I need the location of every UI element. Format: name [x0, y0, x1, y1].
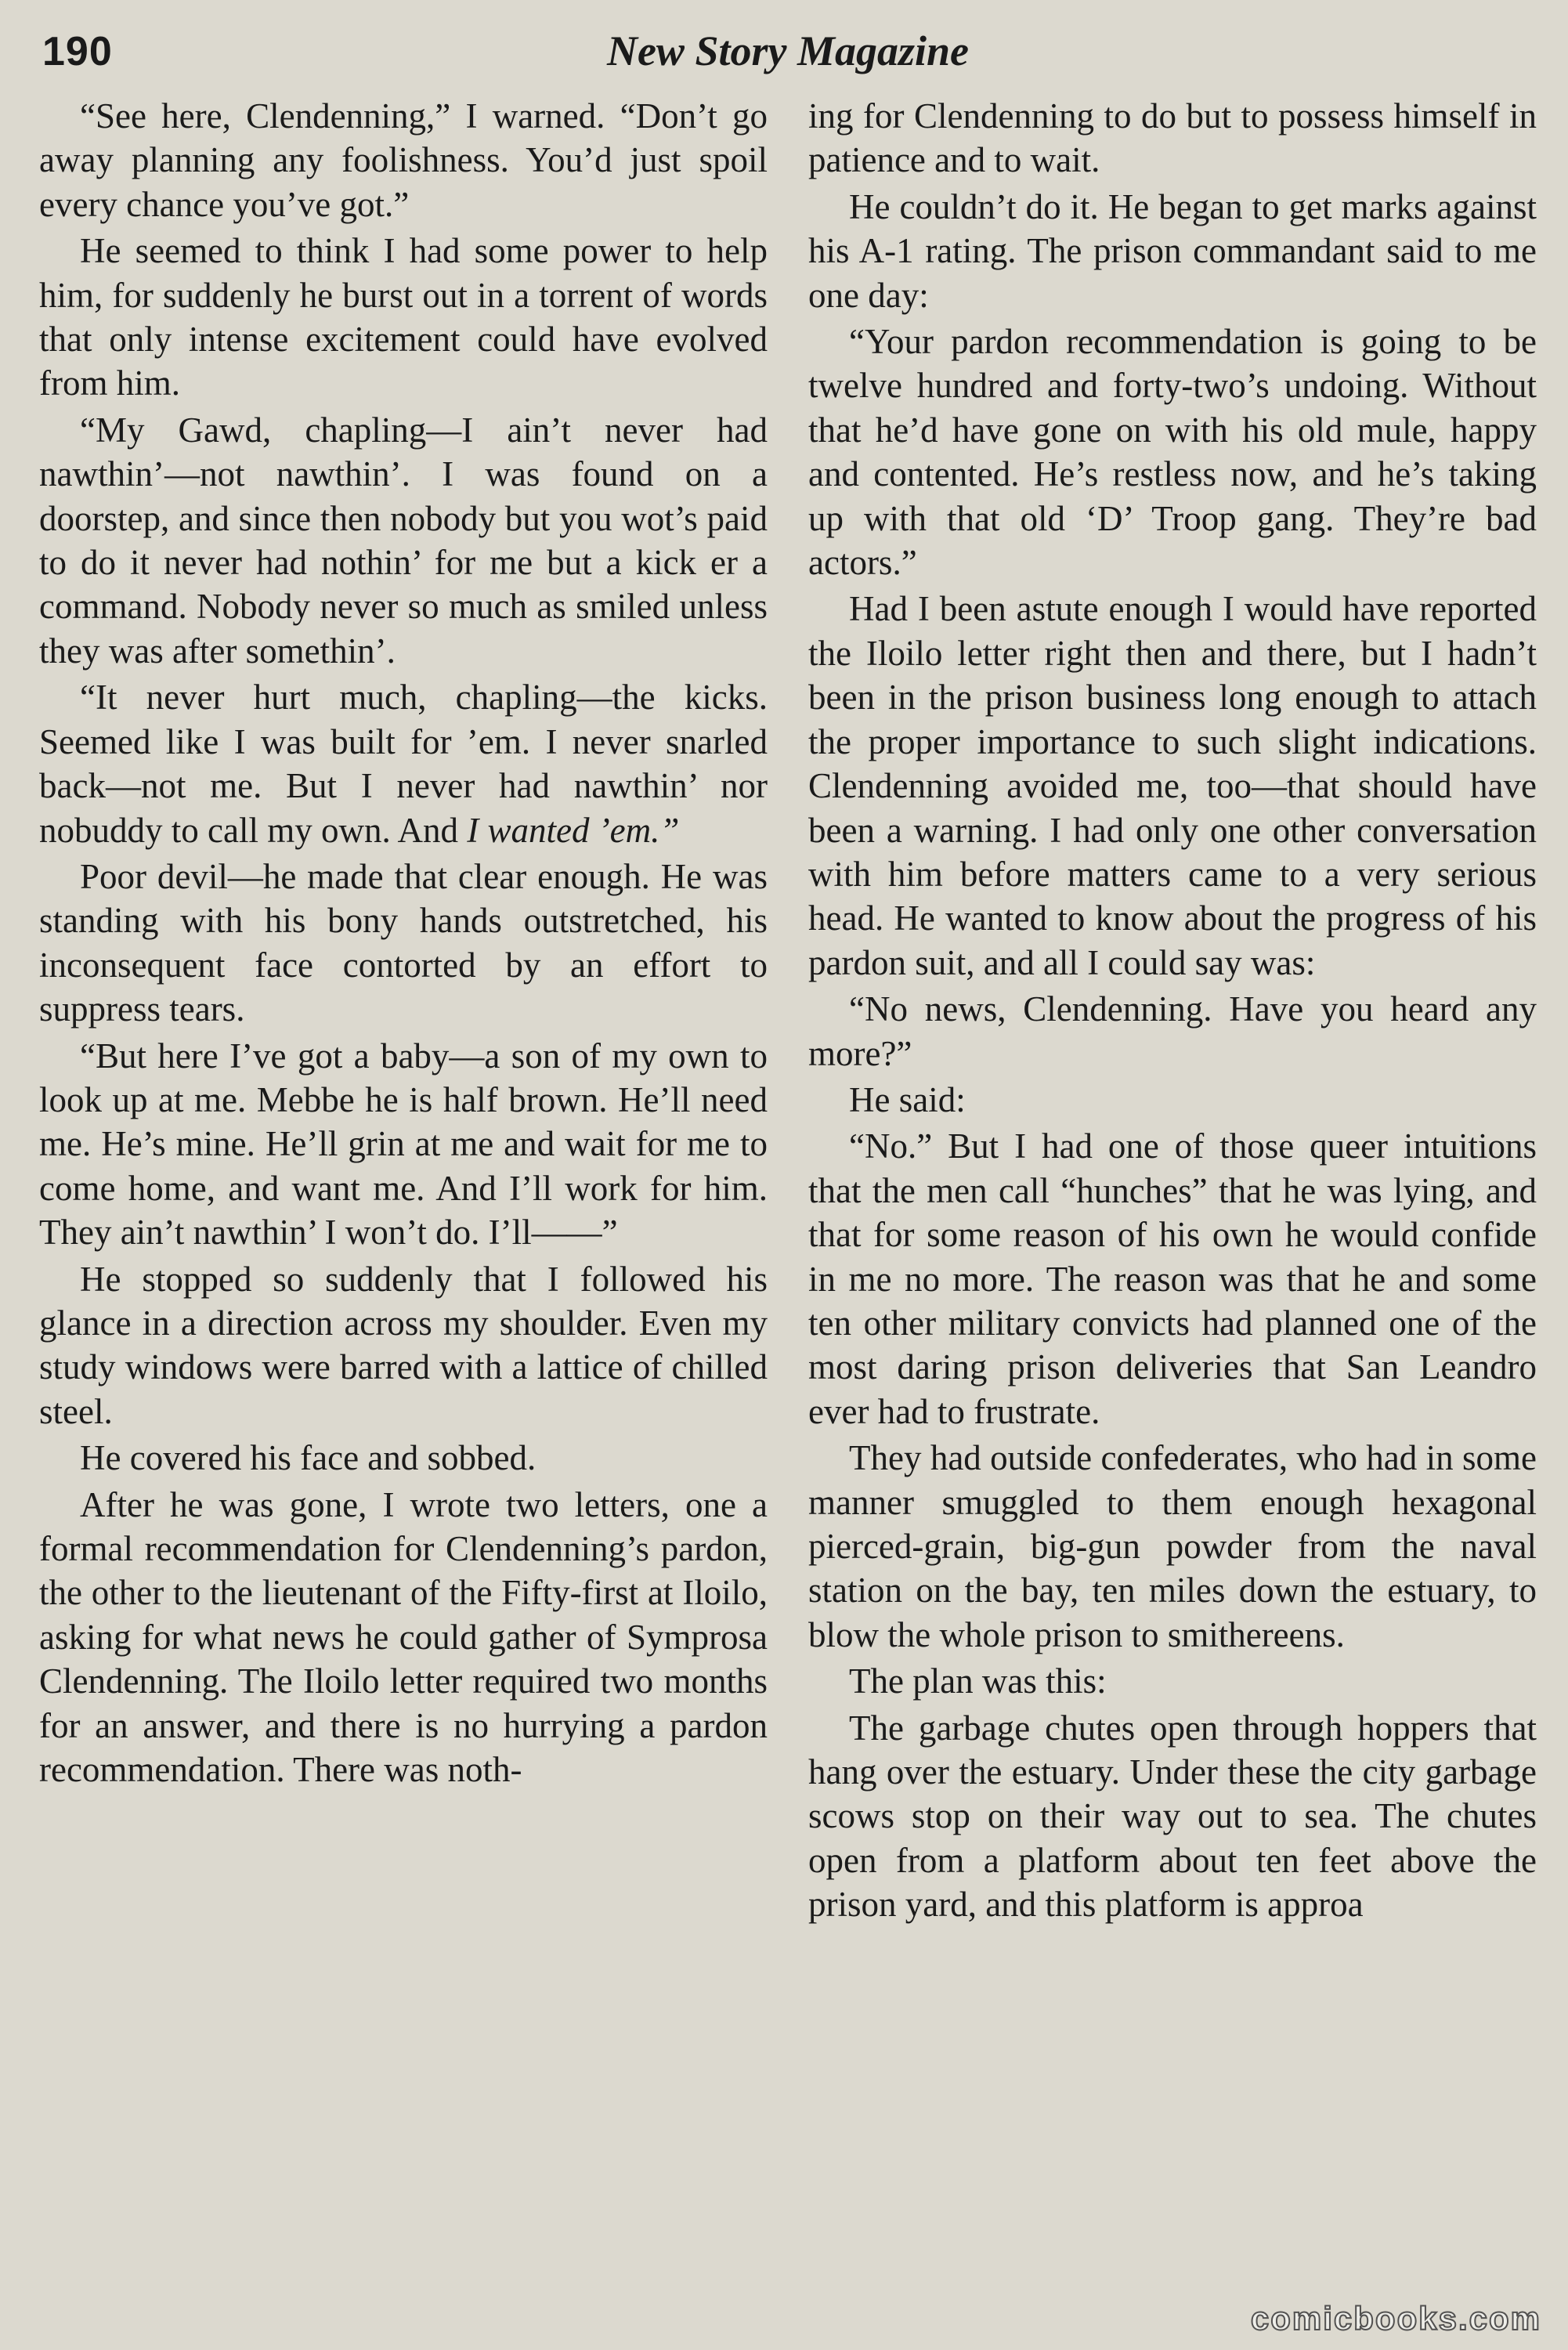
page-header — [39, 24, 1537, 86]
paragraph: “No news, Clendenning. Have you heard any more?” — [808, 989, 1537, 1073]
paragraph: They had outside confederates, who had in some manner smuggled to them enough hexagonal pierced-grain, big-gun powder from the naval station on the bay, ten miles down the estuary, to blow the whole prison to smithereens. — [808, 1438, 1537, 1654]
paragraph: He said: — [849, 1079, 966, 1119]
paragraph: After he was gone, I wrote two letters, one a formal recommendation for Clendenning’s pardon, the other to the lieutenant of the Fifty-first at Iloilo, asking for what news he could gather of Symprosa Clendenning. The Iloilo letter required two months for an answer, and there is no hurrying a pardon recommendation. There was noth- — [39, 1484, 768, 1790]
paragraph: Poor devil—he made that clear enough. He was standing with his bony hands outstretched, his inconsequent face contorted by an effort to suppress tears. — [39, 856, 768, 1029]
paragraph: He couldn’t do it. He began to get marks against his A-1 rating. The prison commandant said to me one day: — [808, 186, 1537, 315]
paragraph: The plan was this: — [849, 1661, 1107, 1701]
watermark: comicbooks.com — [1250, 2300, 1541, 2337]
page-number: 190 — [42, 29, 113, 74]
paragraph: Had I been astute enough I would have reported the Iloilo letter right then and there, but I hadn’t been in the prison business long enough to attach the proper importance to such slight indications. Clendenning avoided me, too—that should have been a warning. I had only one other conversation with him before matters came to a very serious head. He wanted to know about the progress of his pardon suit, and all I could say was: — [808, 589, 1537, 982]
paragraph-text: “It never hurt much, chapling—the kicks. Seemed like I was built for ’em. I never snarled back—not me. But I never had nawthin’ nor nobuddy to call my own. And — [39, 678, 768, 850]
paragraph: He covered his face and sobbed. — [80, 1438, 537, 1478]
paragraph: The garbage chutes open through hoppers that hang over the estuary. Under these the city garbage scows stop on their way out to sea. The chutes open from a platform about ten feet above the prison yard, and this platform is approa — [808, 1708, 1537, 1925]
paragraph: He stopped so suddenly that I followed his glance in a direction across my shoulder. Even my study windows were barred with a lattice of chilled steel. — [39, 1259, 768, 1431]
magazine-title: New Story Magazine — [606, 27, 970, 74]
paragraph: He seemed to think I had some power to help him, for suddenly he burst out in a torrent of words that only intense excitement could have evolved from him. — [39, 231, 768, 403]
right-column — [808, 94, 1537, 2334]
paragraph: “But here I’ve got a baby—a son of my own to look up at me. Mebbe he is half brown. He’ll need me. He’s mine. He’ll grin at me and wait for me to come home, and want me. And I’ll work for him. They ain’t nawthin’ I won’t do. I’ll——” — [39, 1036, 768, 1253]
left-column — [39, 94, 768, 2334]
paragraph: “My Gawd, chapling—I ain’t never had nawthin’—not nawthin’. I was found on a doorstep, and since then nobody but you wot’s paid to do it never had nothin’ for me but a kick er a command. Nobody never so much as smiled unless they was after somethin’. — [39, 410, 768, 671]
paragraph: “See here, Clendenning,” I warned. “Don’t go away planning any foolishness. You’d just spoil every chance you’ve got.” — [39, 96, 768, 224]
paragraph: “Your pardon recommendation is going to be twelve hundred and forty-two’s undoing. Without that he’d have gone on with his old mule, happy and contented. He’s restless now, and he’s taking up with that old ‘D’ Troop gang. They’re bad actors.” — [808, 322, 1537, 583]
text-columns — [39, 94, 1537, 2334]
paragraph — [39, 675, 768, 852]
paragraph-continuation: ing for Clendenning to do but to possess himself in patience and to wait. — [808, 96, 1537, 180]
paragraph: “No.” But I had one of those queer intuitions that the men call “hunches” that he was lying, and that for some reason of his own he would confide in me no more. The reason was that he and some ten other military convicts had planned one of the most daring prison deliveries that San Leandro ever had to frustrate. — [808, 1126, 1537, 1431]
italic-emphasis: I wanted ’em.” — [467, 810, 680, 850]
